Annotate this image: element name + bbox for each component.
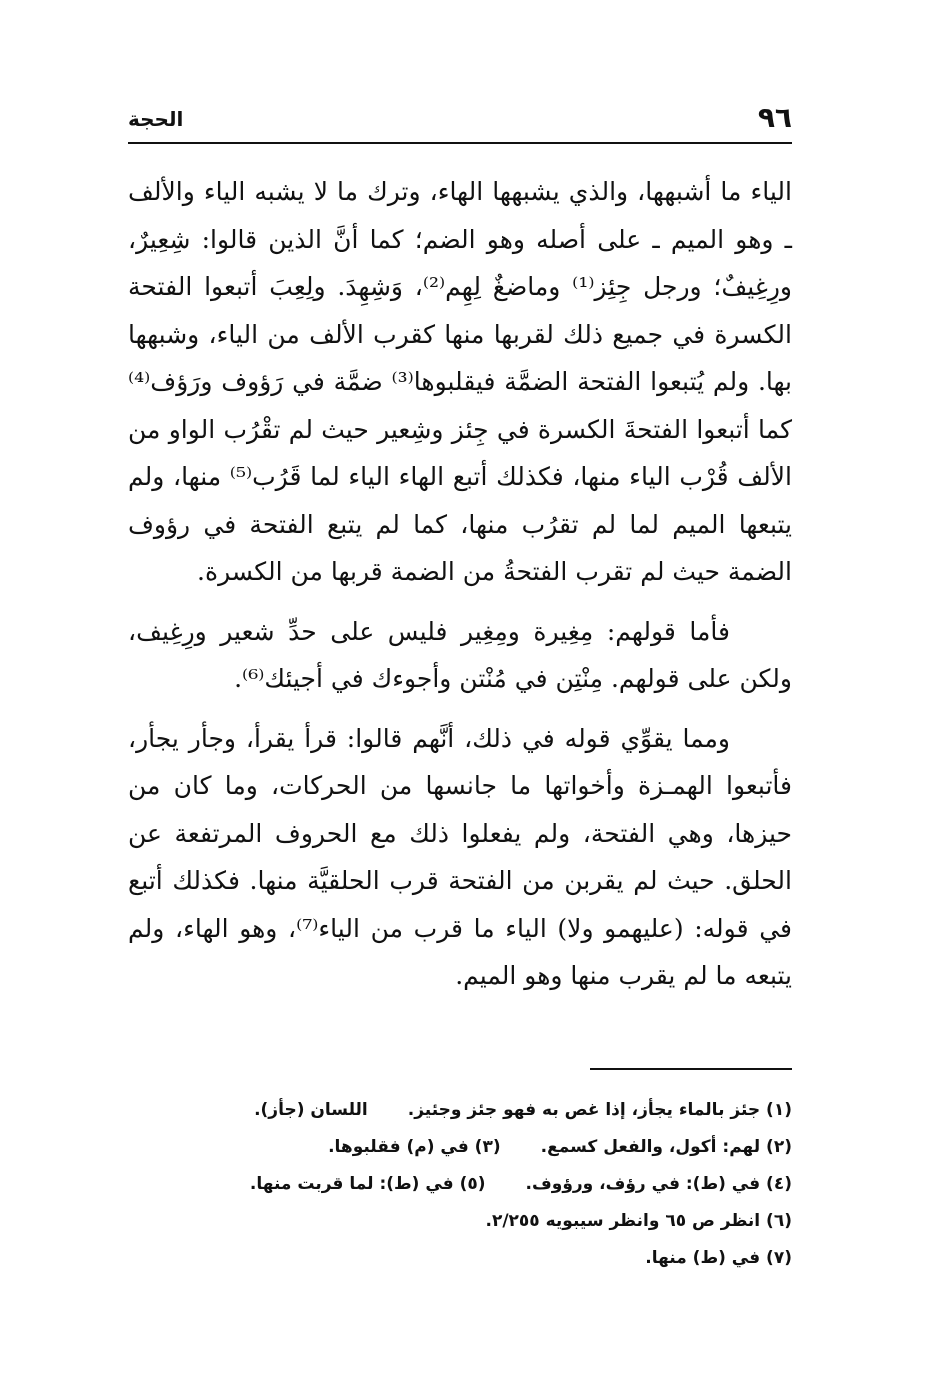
paragraph: الياء ما أشبهها، والذي يشبهها الهاء، وترك ما لا يشبه الياء والألف ـ وهو الميم ـ على أصله وهو الضم؛ كما أنَّ الذين قالوا: شِعِيرٌ، ورِغِيفٌ؛ ورجل جِئِز⁽¹⁾ وماضغٌ لِهِم⁽²⁾، وَشِهِدَ. ولِعِبَ أتبعوا الفتحة الكسرة في جميع ذلك لقربها منها كقرب الألف من الياء، وشبهها بها. ولم يُتبعوا الفتحة الضمَّة فيقلبوها⁽³⁾ ضمَّة في رَؤوف ورَؤف⁽⁴⁾ كما أتبعوا الفتحةَ الكسرة في جِئز وشِعير حيث لم تقْرُب الواو من الألف قُرْب الياء منها، فكذلك أتبع الهاء الياء لما قَرُب⁽⁵⁾ منها، ولم يتبعها الميم لما لم تقرُب منها، كما لم يتبع الفتحة في رؤوف الضمة حيث لم تقرب الفتحةُ من الضمة قربها من الكسرة. — [128, 177, 792, 586]
header-rule — [128, 142, 792, 144]
page-number: ٩٦ — [757, 101, 792, 134]
footnotes — [200, 1092, 792, 1277]
footnotes-separator — [590, 1068, 792, 1070]
paragraph: فأما قولهم: مِغِيرة ومِغِير فليس على حدِّ شعير ورِغِيف، ولكن على قولهم. مِنْتِن في مُنْتن وأجوءك في أجيئك⁽⁶⁾. — [128, 616, 792, 693]
footnote: (٤) في (ط): في رؤف، ورؤوف. — [525, 1174, 792, 1194]
footnote-line — [200, 1240, 792, 1277]
running-title: الحجة — [128, 107, 184, 131]
footnote: اللسان (جأز). — [254, 1100, 368, 1120]
main-text — [128, 168, 792, 1000]
footnote: (١) جئز بالماء يجأز، إذا غص به فهو جئز وجئيز. — [407, 1100, 792, 1120]
footnote: (٣) في (م) فقلبوها. — [328, 1137, 501, 1157]
footnote-line — [200, 1203, 792, 1240]
footnote-line — [200, 1166, 792, 1203]
footnote-line — [200, 1129, 792, 1166]
footnote-line — [200, 1092, 792, 1129]
footnote: (٥) في (ط): لما قربت منها. — [249, 1174, 486, 1194]
paragraph: ومما يقوِّي قوله في ذلك، أنَّهم قالوا: قرأ يقرأ، وجأر يجأر، فأتبعوا الهمـزة وأخواتها ما جانسها من الحركات، وما كان من حيزها، وهي الفتحة، ولم يفعلوا ذلك مع الحروف المرتفعة عن الحلق. حيث لم يقربن من الفتحة قرب الحلقيَّة منها. فكذلك أتبع في قوله: (عليهمو ولا) الياء ما قرب من الياء⁽⁷⁾، وهو الهاء، ولم يتبعه ما لم يقرب منها وهو الميم. — [128, 723, 793, 990]
footnote: (٧) في (ط) منها. — [645, 1248, 792, 1268]
page-header — [128, 98, 792, 138]
footnote: (٦) انظر ص ٦٥ وانظر سيبويه ٢/٢٥٥. — [485, 1211, 792, 1231]
footnote: (٢) لهم: أكول، والفعل كسمع. — [540, 1137, 792, 1157]
